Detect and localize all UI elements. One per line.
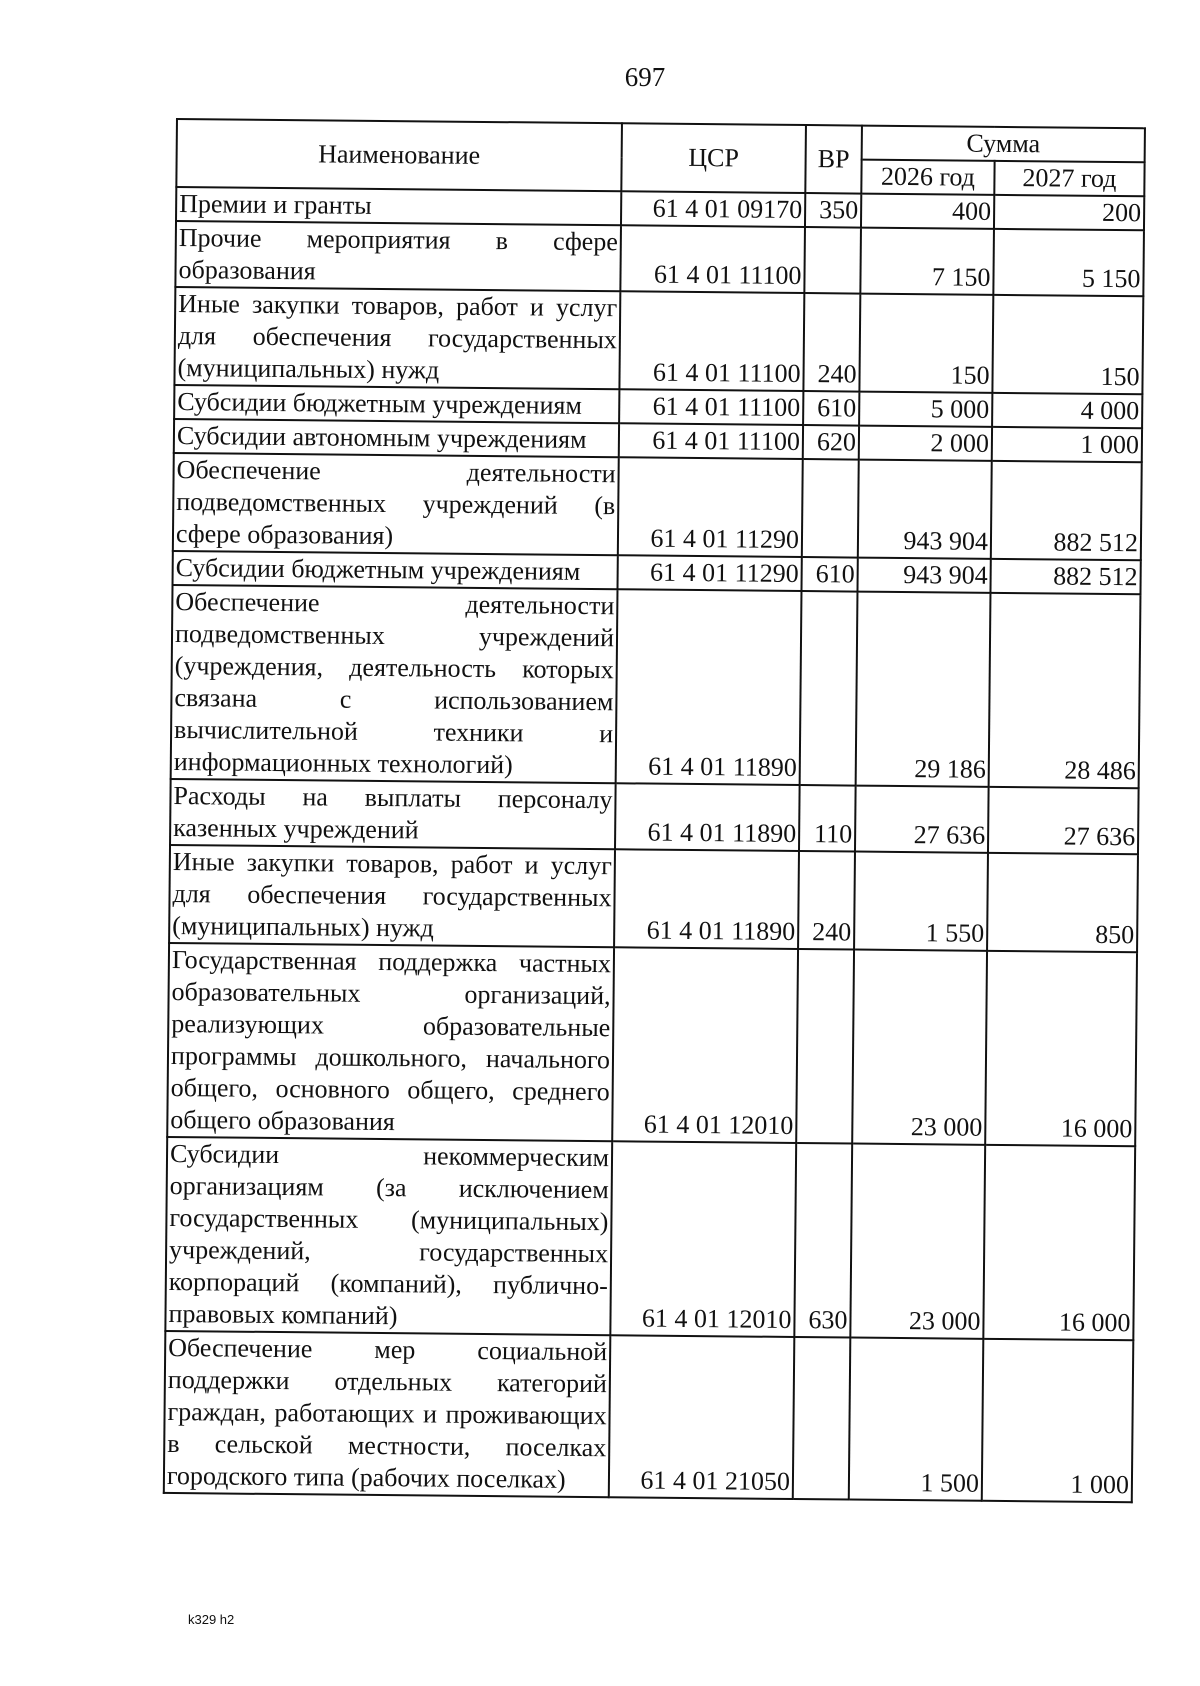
header-year-2026: 2026 год	[861, 160, 994, 195]
row-csr-cell: 61 4 01 12010	[612, 947, 798, 1143]
row-amount-2026-cell: 5 000	[859, 392, 992, 427]
row-vr-cell: 620	[803, 425, 859, 460]
table-row	[165, 1137, 1135, 1340]
row-vr-cell: 110	[799, 785, 856, 852]
row-csr-cell: 61 4 01 11890	[616, 589, 802, 785]
row-csr-cell: 61 4 01 11100	[619, 291, 804, 391]
row-amount-2027-cell: 882 512	[991, 461, 1142, 560]
row-name-cell: Иные закупки товаров, работ и услуг для обеспечения государственных (муниципальных) нужд	[174, 287, 620, 389]
row-name-cell: Расходы на выплаты персоналу казенных учреждений	[170, 779, 616, 849]
row-csr-cell: 61 4 01 11100	[620, 225, 805, 293]
row-name-cell: Субсидии некоммерческим организациям (за исключением государственных (муниципальных) учреждений, государственных корпораций (компаний), публично-правовых компаний)	[165, 1137, 612, 1335]
row-amount-2026-cell: 1 550	[854, 852, 988, 951]
row-amount-2026-cell: 27 636	[855, 786, 989, 853]
row-csr-cell: 61 4 01 11100	[619, 423, 803, 459]
row-amount-2027-cell: 16 000	[983, 1145, 1135, 1340]
row-amount-2027-cell: 27 636	[988, 787, 1139, 854]
row-amount-2026-cell: 400	[861, 194, 994, 229]
row-name-cell: Обеспечение деятельности подведомственных учреждений (в сфере образования)	[173, 453, 619, 555]
row-name-cell: Премии и гранты	[176, 187, 621, 225]
table-row	[174, 287, 1143, 394]
row-csr-cell: 61 4 01 12010	[610, 1141, 796, 1337]
header-csr: ЦСР	[621, 123, 806, 193]
row-amount-2027-cell: 5 150	[993, 229, 1144, 296]
row-csr-cell: 61 4 01 11890	[614, 849, 799, 949]
row-vr-cell	[804, 227, 861, 294]
row-name-cell: Государственная поддержка частных образовательных организаций, реализующих образовательные программы дошкольного, начального общего, основного общего, среднего общего образования	[167, 943, 614, 1141]
row-amount-2027-cell: 1 000	[992, 427, 1142, 462]
row-amount-2027-cell: 150	[992, 295, 1143, 394]
row-amount-2026-cell: 23 000	[850, 1144, 985, 1339]
row-vr-cell: 610	[801, 557, 857, 592]
row-amount-2026-cell: 2 000	[859, 426, 992, 461]
row-amount-2027-cell: 200	[994, 195, 1144, 230]
table-row	[164, 1331, 1134, 1502]
row-name-cell: Обеспечение мер социальной поддержки отдельных категорий граждан, работающих и проживающих в сельской местности, поселках городского типа (рабочих поселках)	[164, 1331, 611, 1497]
table-row	[170, 779, 1139, 854]
footer-code: k329 h2	[188, 1612, 235, 1627]
row-amount-2027-cell: 1 000	[982, 1339, 1134, 1502]
row-amount-2027-cell: 16 000	[985, 951, 1137, 1146]
row-csr-cell: 61 4 01 09170	[621, 191, 805, 227]
row-amount-2027-cell: 28 486	[989, 593, 1141, 788]
row-amount-2026-cell: 29 186	[856, 592, 991, 787]
row-name-cell: Обеспечение деятельности подведомственных учреждений (учреждения, деятельность которых связана с использованием вычислительной техники и информационных технологий)	[171, 585, 618, 783]
row-csr-cell: 61 4 01 11100	[619, 389, 803, 425]
row-vr-cell: 240	[798, 851, 855, 950]
row-amount-2026-cell: 7 150	[860, 228, 994, 295]
row-vr-cell	[796, 949, 854, 1144]
row-vr-cell: 610	[803, 391, 859, 426]
budget-table	[163, 118, 1146, 1503]
row-vr-cell: 350	[805, 193, 861, 228]
row-amount-2027-cell: 850	[987, 853, 1138, 952]
row-name-cell: Иные закупки товаров, работ и услуг для обеспечения государственных (муниципальных) нужд	[169, 845, 615, 947]
row-amount-2026-cell: 150	[859, 294, 993, 393]
row-amount-2026-cell: 943 904	[858, 460, 992, 559]
row-vr-cell: 630	[794, 1143, 852, 1338]
header-vr: ВР	[805, 125, 862, 194]
row-amount-2026-cell: 943 904	[857, 558, 990, 593]
row-name-cell: Субсидии автономным учреждениям	[174, 419, 619, 457]
row-vr-cell	[793, 1337, 851, 1500]
table-row	[173, 453, 1142, 560]
row-csr-cell: 61 4 01 11290	[618, 457, 803, 557]
header-year-2027: 2027 год	[994, 161, 1144, 196]
table-row	[171, 585, 1141, 788]
header-name: Наименование	[176, 119, 622, 191]
row-vr-cell: 240	[803, 293, 860, 392]
row-csr-cell: 61 4 01 11890	[615, 783, 800, 851]
row-vr-cell	[800, 591, 858, 786]
row-csr-cell: 61 4 01 21050	[609, 1335, 795, 1499]
row-amount-2026-cell: 23 000	[852, 950, 987, 1145]
row-amount-2026-cell: 1 500	[849, 1338, 984, 1501]
header-sum: Сумма	[862, 126, 1145, 163]
row-name-cell: Прочие мероприятия в сфере образования	[175, 221, 621, 291]
table-row	[175, 221, 1144, 296]
row-csr-cell: 61 4 01 11290	[617, 555, 801, 591]
row-amount-2027-cell: 882 512	[990, 559, 1140, 594]
row-name-cell: Субсидии бюджетным учреждениям	[174, 385, 619, 423]
page-number: 697	[624, 62, 666, 92]
row-name-cell: Субсидии бюджетным учреждениям	[173, 551, 618, 589]
table-row	[167, 943, 1137, 1146]
row-vr-cell	[802, 459, 859, 558]
table-body	[164, 187, 1144, 1502]
row-amount-2027-cell: 4 000	[992, 393, 1142, 428]
table-row	[169, 845, 1138, 952]
